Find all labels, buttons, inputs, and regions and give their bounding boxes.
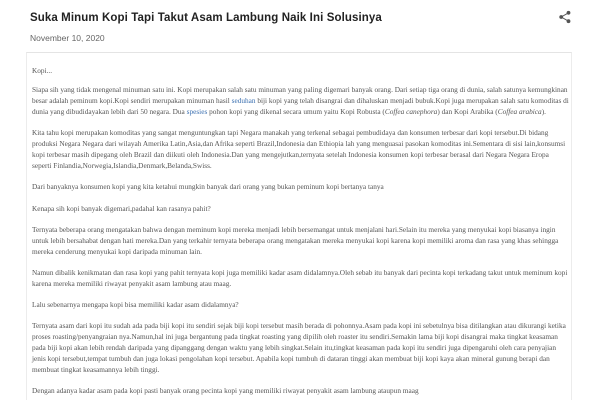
- italic-coffea-canephora: Coffea canephora: [384, 107, 438, 117]
- paragraph-intro: Kopi...: [32, 66, 53, 75]
- paragraph-1-text-a: Siapa sih yang tidak mengenal minuman satu ini. Kopi merupakan salah satu minuman yang paling digemari banyak orang. Dari setiap tiga orang di dunia, salah satunya kemungkinan besar adalah peminum kopi.Kopi sendiri merupakan minuman hasil: [32, 85, 568, 106]
- paragraph-1-text-d: ) dan Kopi Arabika (: [437, 107, 498, 117]
- post-date: November 10, 2020: [30, 33, 105, 43]
- share-icon[interactable]: [558, 10, 572, 24]
- paragraph-5: Ternyata beberapa orang mengatakan bahwa dengan meminum kopi mereka menjadi lebih bersemangat untuk menjalani hari.Selain itu mereka yang menyukai kopi biasanya ingin untuk lebih bersahabat dengan hati mereka.Dan yang terkahir ternyata beberapa orang mengatakan mereka menyukai kopi karena kopi memiliki aroma dan rasa yang khas sehingga mereka cenderung menyukai kopi daripada minuman lain.: [32, 224, 559, 256]
- paragraph-6: Namun dibalik kenikmatan dan rasa kopi yang pahit ternyata kopi juga memiliki kadar asam didalamnya.Oleh sebab itu banyak dari pecinta kopi terkadang takut untuk meminum kopi karena mereka memiliki riwayat penyakit asam lambung atau maag.: [32, 267, 568, 288]
- paragraph-1-text-b: biji kopi yang telah disangrai dan dihaluskan menjadi bubuk.Kopi juga merupakan salah satu komoditas di dunia yang dibudidayakan lebih dari 50 negara. Dua: [32, 96, 569, 117]
- paragraph-8: Ternyata asam dari kopi itu sudah ada pada biji kopi itu sendiri sejak biji kopi tersebut masih berada di pohonnya.Asam pada kopi ini sebetulnya bisa ditilangkan atau dikurangi ketika proses roasting/penyangraian nya.Namun,hal ini juga bergantung pada tingkat roasting yang dipilih oleh roaster itu sendiri.Semakin lama biji kopi disangrai maka tingkat keasaman pada biji kopi akan lebih rendah daripada yang dipanggang dengan waktu yang lebih singkat.Selain itu,tingkat keasaman pada kopi itu sendiri juga dipengaruhi oleh cara penyajian jenis kopi tersebut,tempat tumbuh dan juga lokasi pengolahan kopi tersebut. Apabila kopi tumbuh di dataran tinggi akan membuat biji kopi kaya akan mineral gunung berapi dan membuat tingkat keasamannya lebih tinggi.: [32, 321, 566, 374]
- paragraph-1: [32, 85, 570, 118]
- paragraph-1-text-c: pohon kopi yang dikenal secara umum yaitu Kopi Robusta (: [207, 107, 385, 117]
- italic-coffea-arabica: Coffea arabica: [497, 107, 542, 117]
- paragraph-1-text-e: ).: [541, 107, 546, 117]
- paragraph-4: Kenapa sih kopi banyak digemari,padahal kan rasanya pahit?: [32, 203, 211, 213]
- paragraph-7: Lalu sebenarnya mengapa kopi bisa memiliki kadar asam didalamnya?: [32, 299, 239, 309]
- post-body: [32, 66, 570, 400]
- post-title: Suka Minum Kopi Tapi Takut Asam Lambung Naik Ini Solusinya: [30, 12, 382, 24]
- link-seduhan[interactable]: seduhan: [231, 96, 256, 106]
- link-spesies[interactable]: spesies: [186, 107, 208, 117]
- paragraph-2: Kita tahu kopi merupakan komoditas yang sangat menguntungkan tapi Negara manakah yang terkenal sebagai pembudidaya dan konsumen terbesar dari kopi tersebut.Di bidang produksi Negara Negara dari wilayah Amerika Latin,Asia,dan Afrika seperti Brazil,Indonesia dan Ethiopia lah yang menguasai pasokan komoditas ini.Sementara di sisi lain,konsumsi kopi terbesar masih dipegang oleh Brazil dan diikuti oleh Indonesia.Dan yang mengejutkan,ternyata setelah Indonesia konsumen kopi terbesar berasal dari Negara Negara Eropa seperti Finlandia,Norwegia,Islandia,Denmark,Belanda,Swiss.: [32, 128, 566, 171]
- paragraph-9: Dengan adanya kadar asam pada kopi pasti banyak orang pecinta kopi yang memiliki riwayat penyakit asam lambung ataupun maag: [32, 385, 419, 395]
- paragraph-3: Dari banyaknya konsumen kopi yang kita ketahui mungkin banyak dari orang yang bukan peminum kopi bertanya tanya: [32, 182, 384, 192]
- share-icon-graphic: [558, 10, 572, 24]
